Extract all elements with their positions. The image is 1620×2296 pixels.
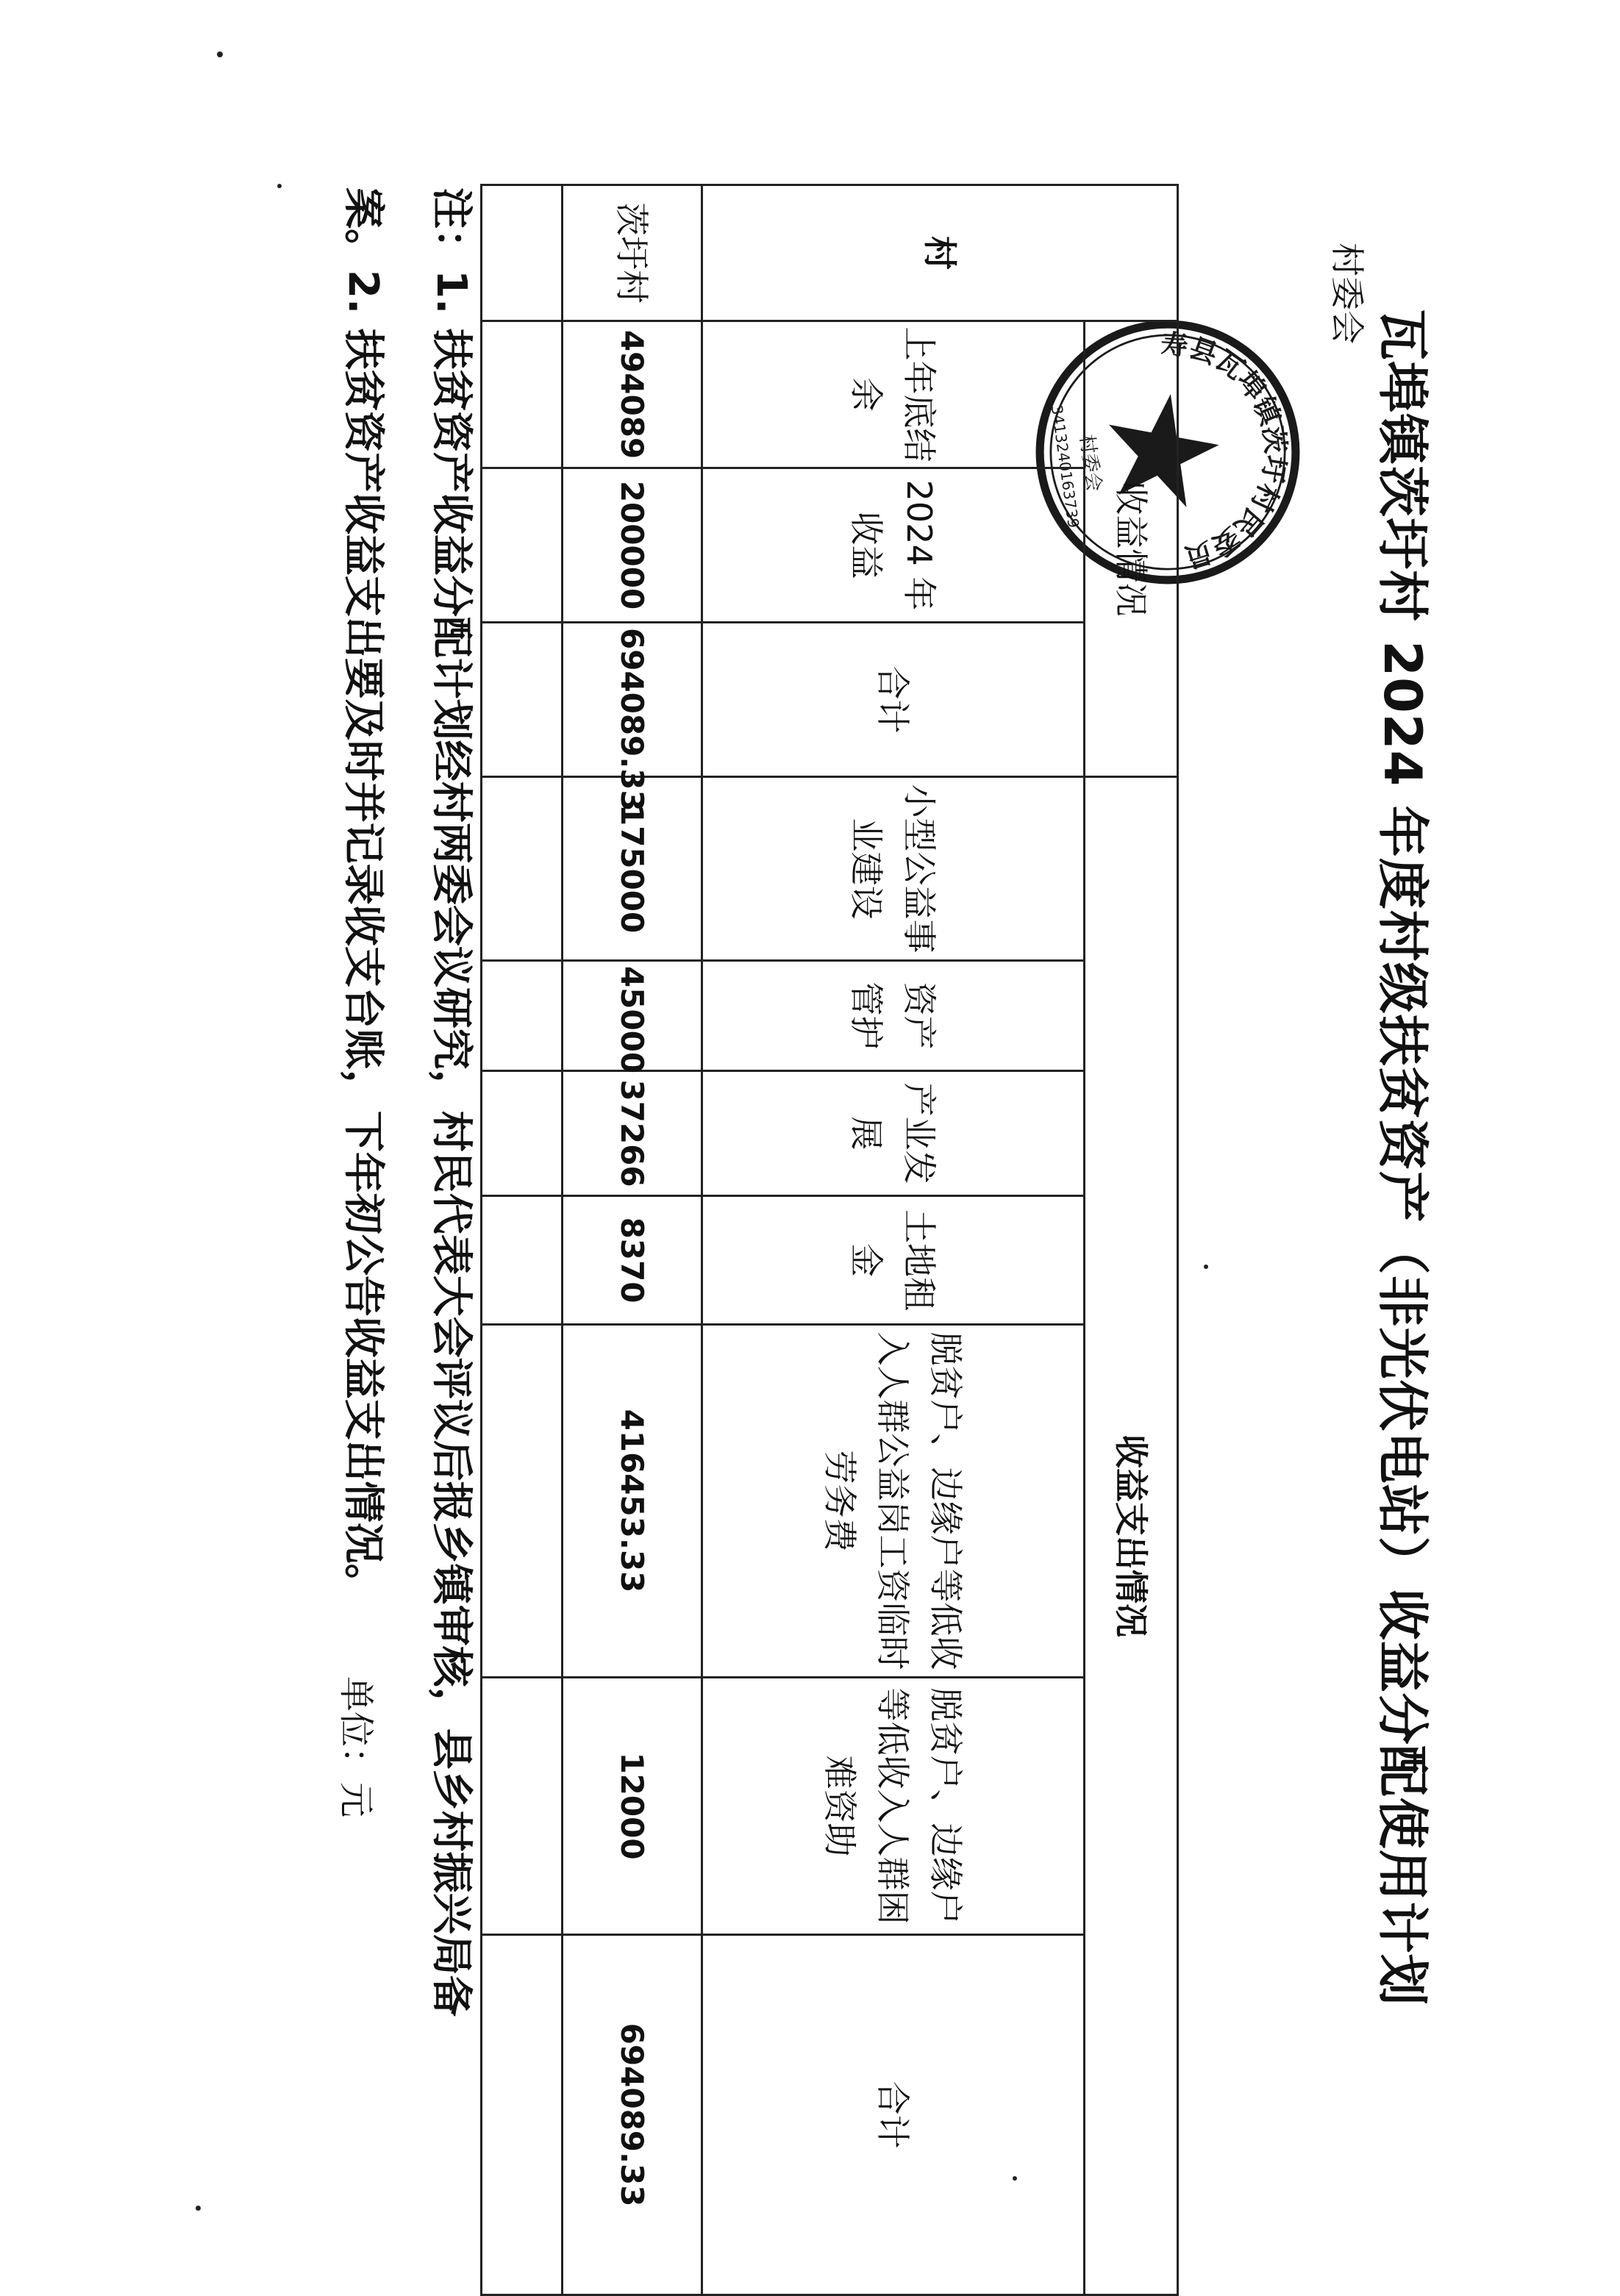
- cell-aid: 12000: [563, 1678, 702, 1935]
- table-row: [563, 185, 702, 2295]
- col-header-labor-wages: 脱贫户、边缘户等低收入人群公益岗工资临时劳务费: [702, 1325, 1085, 1678]
- col-header-asset-maintenance: 资产管护: [702, 961, 1085, 1071]
- cell-asset-maintenance: 45000: [563, 961, 702, 1071]
- col-header-expense-total: 合计: [702, 1935, 1085, 2295]
- col-header-income-total: 合计: [702, 623, 1085, 777]
- scan-speck: [1204, 1265, 1208, 1269]
- scan-speck: [1013, 2176, 1017, 2181]
- prepared-by-label: 村委会: [1327, 243, 1367, 344]
- col-header-prev-balance: 上年底结余: [702, 321, 1085, 468]
- cell-prev-balance: 494089: [563, 321, 702, 468]
- col-header-income-group: 收益情况: [1085, 321, 1178, 777]
- footnotes: [318, 187, 495, 2136]
- cell-public-welfare: 175000: [563, 777, 702, 961]
- cell-village: 茨圩村: [563, 185, 702, 321]
- seal-code-text: 3413240163739: [1047, 404, 1082, 529]
- cell-industry: 37266: [563, 1071, 702, 1196]
- col-header-aid: 脱贫户、边缘户等低收入人群困难资助: [702, 1678, 1085, 1935]
- col-header-industry: 产业发展: [702, 1071, 1085, 1196]
- cell-expense-total: 694089.33: [563, 1935, 702, 2295]
- col-header-expense-group: 收益支出情况: [1085, 777, 1178, 2295]
- scan-speck: [217, 51, 223, 57]
- cell-income-total: 694089.33: [563, 623, 702, 777]
- cell-labor-wages: 416453.33: [563, 1325, 702, 1678]
- allocation-table: [480, 184, 1179, 2296]
- cell-income-2024: 200000: [563, 468, 702, 623]
- unit-label: 单位：元: [335, 1676, 377, 1818]
- col-header-public-welfare: 小型公益事业建设: [702, 777, 1085, 961]
- header-row-groups: [1085, 185, 1178, 2295]
- footnote-line-2: 案。2. 扶贫资产收益支出要及时并记录收支台账，下年初公告收益支出情况。: [339, 187, 387, 1605]
- seal-center-text: 村委会: [1075, 433, 1105, 493]
- col-header-land-rent: 土地租金: [702, 1196, 1085, 1325]
- seal-ring-text: 寿县瓦埠镇茨圩村民委员会: [1160, 328, 1292, 574]
- scan-speck: [277, 184, 282, 188]
- header-row-columns: [702, 185, 1085, 2295]
- document-title: 瓦埠镇茨圩村 2024 年度村级扶贫资产（非光伏电站）收益分配使用计划: [1372, 309, 1432, 2006]
- col-header-village: 村: [702, 185, 1178, 321]
- footnote-line-1: 注：1. 扶贫资产收益分配计划经村两委会议研究，村民代表大会评议后报乡镇审核，县乡村振兴局备: [427, 187, 475, 2017]
- scan-speck: [196, 2206, 201, 2211]
- cell-land-rent: 8370: [563, 1196, 702, 1325]
- col-header-income-2024: 2024 年收益: [702, 468, 1085, 623]
